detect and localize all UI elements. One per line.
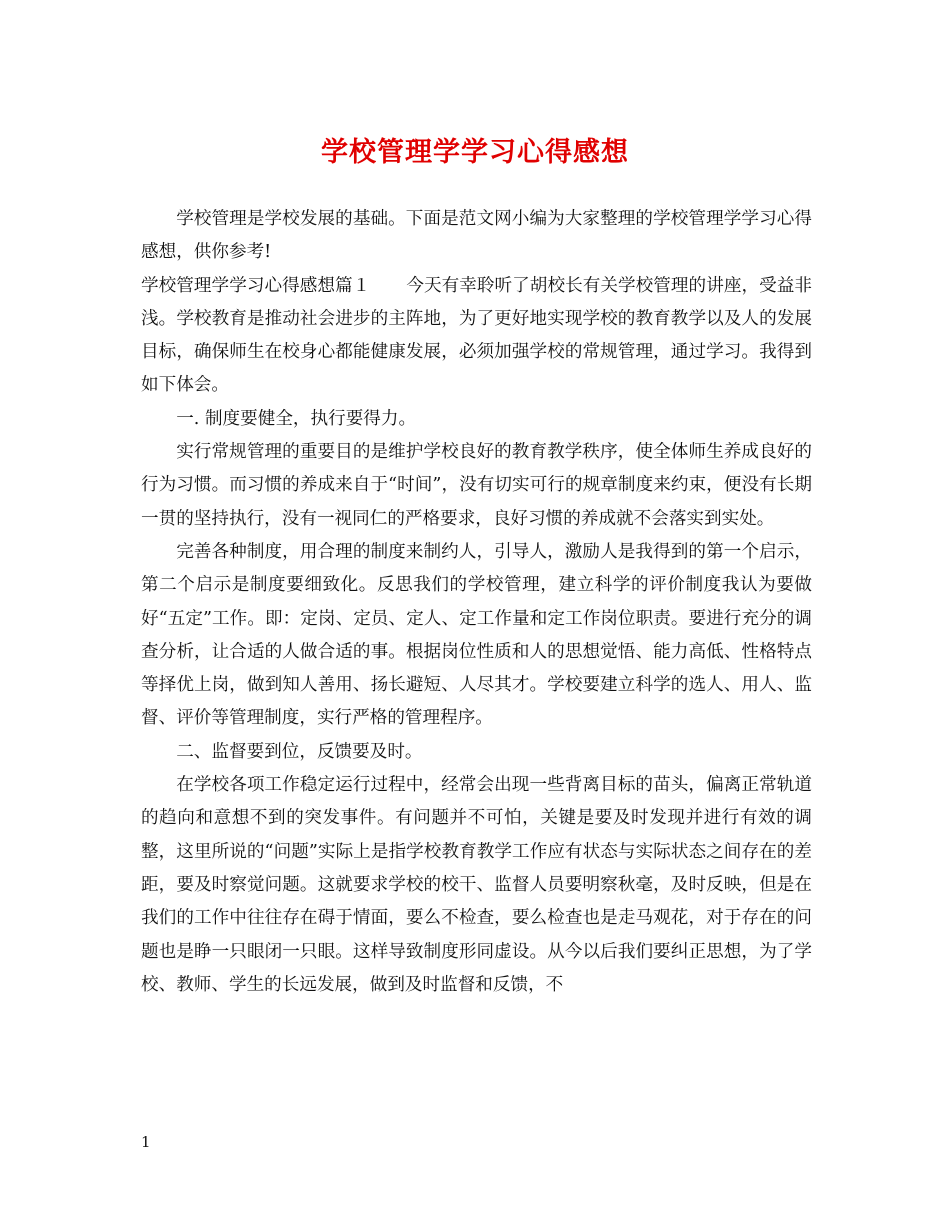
page-number: 1 [141, 1133, 151, 1151]
document-body [141, 203, 812, 1002]
section2-paragraph-1: 在学校各项工作稳定运行过程中，经常会出现一些背离目标的苗头，偏离正常轨道的趋向和意想不到的突发事件。有问题并不可怕，关键是要及时发现并进行有效的调整，这里所说的“问题”实际上是指学校教育教学工作应有状态与实际状态之间存在的差距，要及时察觉问题。这就要求学校的校干、监督人员要明察秋毫，及时反映，但是在我们的工作中往往存在碍于情面，要么不检查，要么检查也是走马观花，对于存在的问题也是睁一只眼闭一只眼。这样导致制度形同虚设。从今以后我们要纠正思想，为了学校、教师、学生的长远发展，做到及时监督和反馈，不 [141, 775, 812, 995]
section1-heading: 一. 制度要健全，执行要得力。 [176, 408, 417, 429]
section1-paragraph-1: 实行常规管理的重要目的是维护学校良好的教育教学秩序，使全体师生养成良好的行为习惯。而习惯的养成来自于“时间”，没有切实可行的规章制度来约束，便没有长期一贯的坚持执行，没有一视同仁的严格要求，良好习惯的养成就不会落实到实处。 [141, 442, 812, 529]
article-heading: 学校管理学学习心得感想篇１ [141, 275, 371, 296]
article-first-paragraph [141, 270, 812, 403]
section1-paragraph-2: 完善各种制度，用合理的制度来制约人，引导人，激励人是我得到的第一个启示，第二个启示是制度要细致化。反思我们的学校管理，建立科学的评价制度我认为要做好“五定”工作。即：定岗、定员、定人、定工作量和定工作岗位职责。要进行充分的调查分析，让合适的人做合适的事。根据岗位性质和人的思想觉悟、能力高低、性格特点等择优上岗，做到知人善用、扬长避短、人尽其才。学校要建立科学的选人、用人、监督、评价等管理制度，实行严格的管理程序。 [141, 541, 812, 729]
article-start-text: 今天有幸聆听了胡校长有关学校管理的讲座，受益非浅。学校教育是推动社会进步的主阵地，为了更好地实现学校的教育教学以及人的发展目标，确保师生在校身心都能健康发展，必须加强学校的常规管理，通过学习。我得到如下体会。 [141, 275, 812, 396]
intro-paragraph: 学校管理是学校发展的基础。下面是范文网小编为大家整理的学校管理学学习心得感想，供你参考! [141, 209, 812, 263]
document-title: 学校管理学学习心得感想 [321, 137, 629, 168]
section2-heading: 二、监督要到位，反馈要及时。 [176, 741, 423, 762]
